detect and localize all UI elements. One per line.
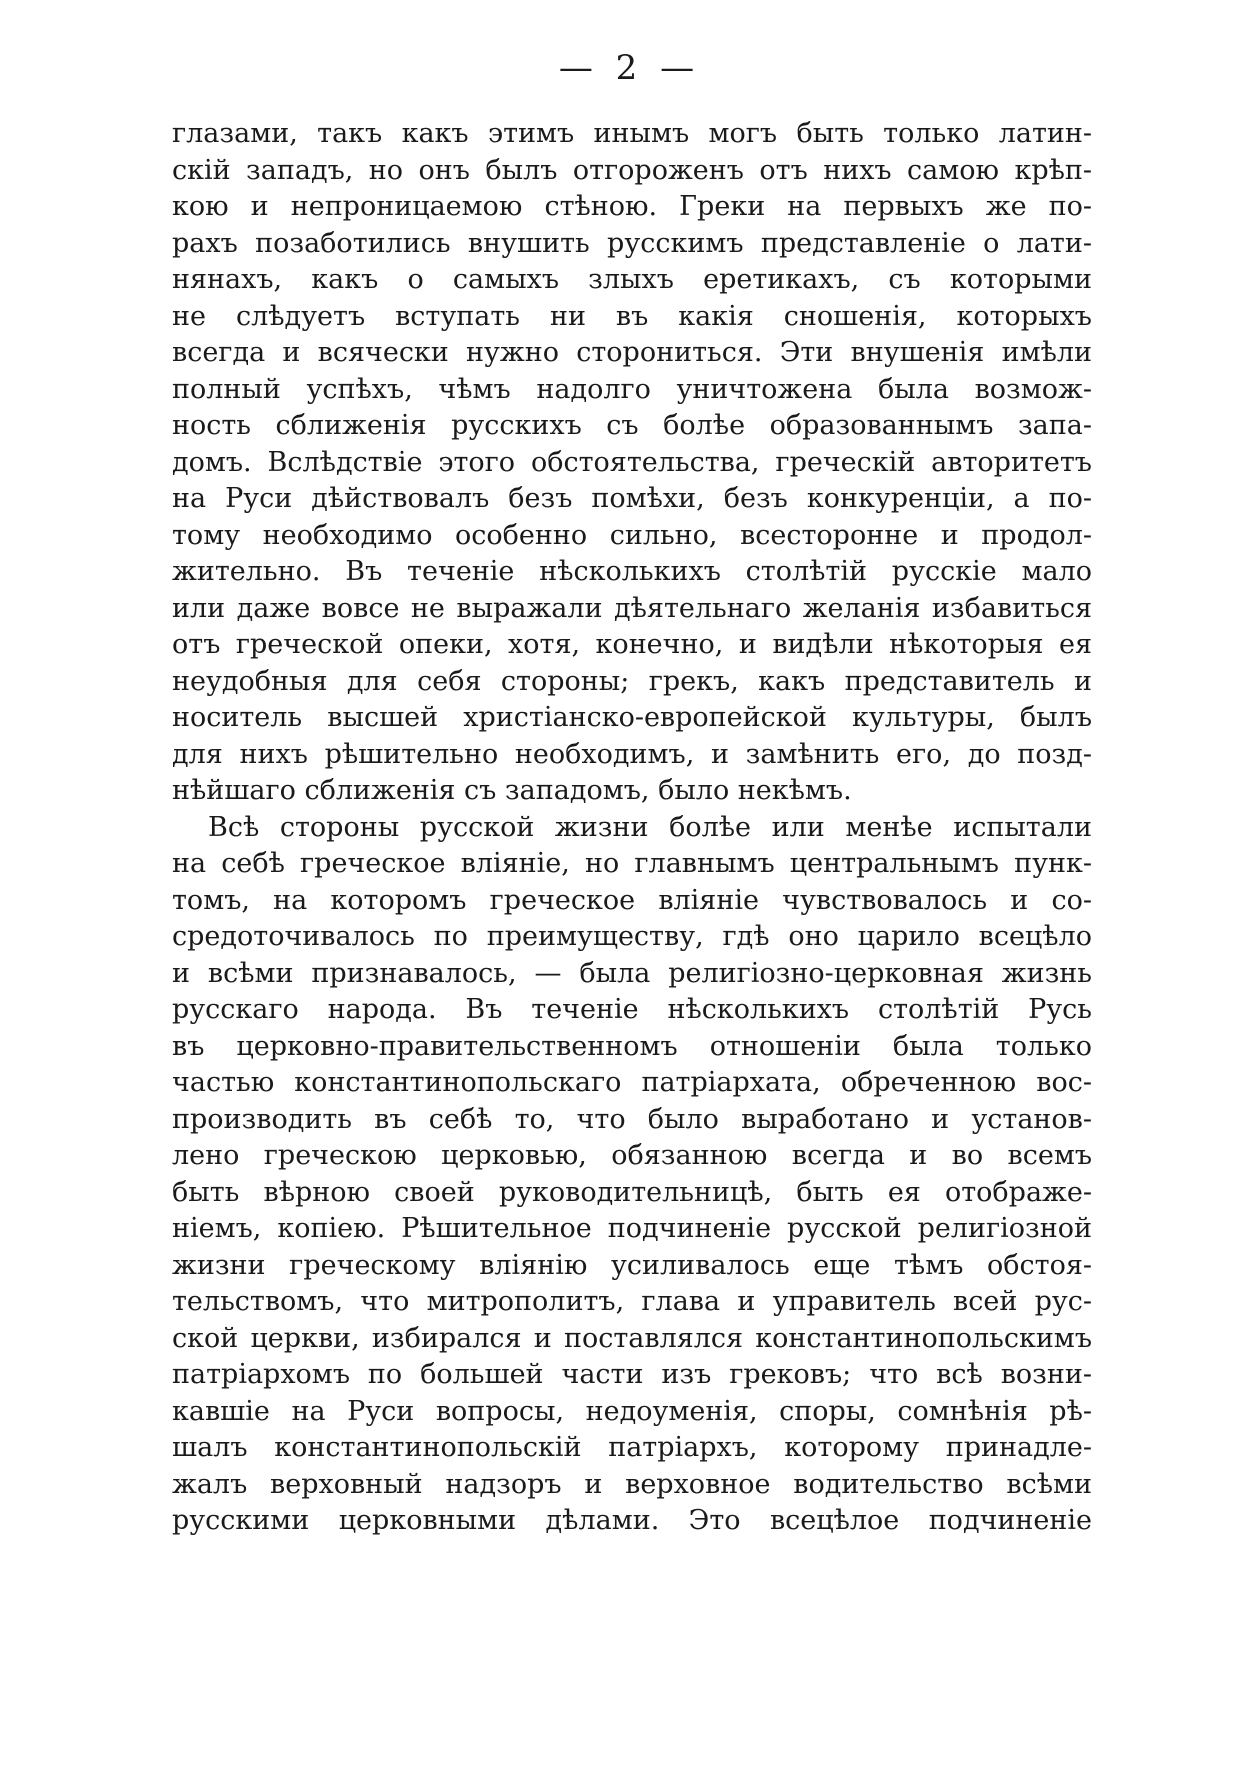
text-line: ской церкви, избирался и поставлялся константинопольскимъ (172, 1322, 1092, 1354)
text-line: кою и непроницаемою стѣною. Греки на первыхъ же по- (172, 191, 1092, 222)
text-line: скій западъ, но онъ былъ отгороженъ отъ нихъ самою крѣп- (172, 154, 1092, 186)
paragraph-1 (172, 116, 1092, 810)
text-line: отъ греческой опеки, хотя, конечно, и видѣли нѣкоторыя ея (172, 629, 1092, 660)
text-line: на Руси дѣйствовалъ безъ помѣхи, безъ конкуренціи, а по- (172, 483, 1092, 514)
paragraph-2 (172, 810, 1092, 1540)
text-line: томъ, на которомъ греческое вліяніе чувствовалось и со- (172, 884, 1092, 916)
text-line: частью константинопольскаго патріархата, обреченною вос- (172, 1067, 1092, 1098)
text-line: производить въ себѣ то, что было выработано и установ- (172, 1103, 1092, 1135)
body-text (172, 116, 1092, 1540)
text-line: для нихъ рѣшительно необходимъ, и замѣнить его, до позд- (172, 738, 1092, 770)
text-line: или даже вовсе не выражали дѣятельнаго желанія избавиться (172, 592, 1092, 624)
text-line: русскаго народа. Въ теченіе нѣсколькихъ столѣтій Русь (172, 994, 1092, 1025)
text-line: лено греческою церковью, обязанною всегда и во всемъ (172, 1140, 1092, 1171)
text-line: нянахъ, какъ о самыхъ злыхъ еретикахъ, съ которыми (172, 264, 1092, 295)
text-line: носитель высшей христіанско-европейской культуры, былъ (172, 702, 1092, 733)
text-line: быть вѣрною своей руководительницѣ, быть ея отображе- (172, 1176, 1092, 1208)
text-line: на себѣ греческое вліяніе, но главнымъ центральнымъ пунк- (172, 848, 1092, 879)
text-line: кавшіе на Руси вопросы, недоуменія, споры, сомнѣнія рѣ- (172, 1395, 1092, 1427)
text-line: Всѣ стороны русской жизни болѣе или менѣе испытали (208, 811, 1092, 843)
text-line: рахъ позаботились внушить русскимъ представленіе о лати- (172, 227, 1092, 259)
text-line: полный успѣхъ, чѣмъ надолго уничтожена была возмож- (172, 373, 1092, 405)
text-line: ность сближенія русскихъ съ болѣе образованнымъ запа- (172, 410, 1092, 441)
text-line: нѣйшаго сближенія съ западомъ, было некѣмъ. (172, 775, 852, 806)
text-line: тому необходимо особенно сильно, всесторонне и продол- (172, 519, 1092, 551)
text-line: патріархомъ по большей части изъ грековъ; что всѣ возни- (172, 1359, 1092, 1390)
page-number: — 2 — (558, 48, 701, 88)
text-line: средоточивалось по преимуществу, гдѣ оно царило всецѣло (172, 921, 1092, 952)
text-line: ніемъ, копіею. Рѣшительное подчиненіе русской религіозной (172, 1213, 1092, 1244)
text-line: всегда и всячески нужно сторониться. Эти внушенія имѣли (172, 337, 1092, 368)
text-line: жалъ верховный надзоръ и верховное водительство всѣми (172, 1468, 1092, 1500)
text-line: русскими церковными дѣлами. Это всецѣлое подчиненіе (172, 1505, 1092, 1536)
text-line: жительно. Въ теченіе нѣсколькихъ столѣтій русскіе мало (172, 556, 1092, 587)
text-line: и всѣми признавалось, — была религіозно-церковная жизнь (172, 957, 1092, 989)
text-line: жизни греческому вліянію усиливалось еще тѣмъ обстоя- (172, 1249, 1092, 1281)
text-line: не слѣдуетъ вступать ни въ какія сношенія, которыхъ (172, 300, 1092, 332)
text-line: тельствомъ, что митрополитъ, глава и управитель всей рус- (172, 1286, 1092, 1317)
text-line: неудобныя для себя стороны; грекъ, какъ представитель и (172, 665, 1092, 697)
text-line: глазами, такъ какъ этимъ инымъ могъ быть только латин- (172, 118, 1092, 149)
text-line: въ церковно-правительственномъ отношеніи была только (172, 1030, 1092, 1062)
text-line: шалъ константинопольскій патріархъ, которому принадле- (172, 1432, 1092, 1463)
text-line: домъ. Вслѣдствіе этого обстоятельства, греческій авторитетъ (172, 446, 1092, 478)
